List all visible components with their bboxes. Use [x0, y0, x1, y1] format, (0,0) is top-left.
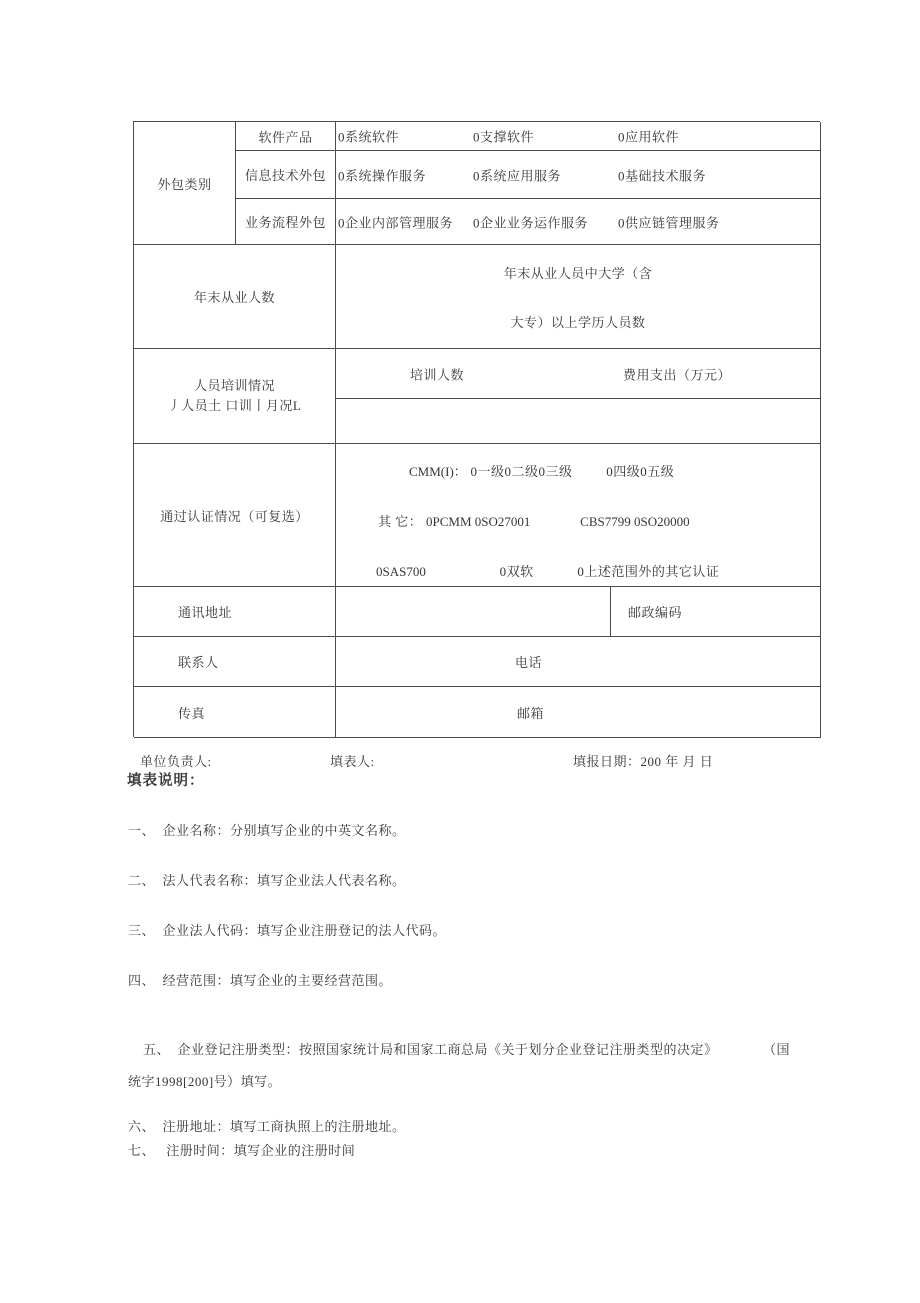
options-row-bpo: [336, 199, 821, 245]
note-item-3: 三、 企业法人代码：填写企业注册登记的法人代码。: [128, 923, 447, 938]
cmm-levels-123[interactable]: 0一级0二级0三级: [470, 464, 573, 479]
certification-line-sas: [376, 561, 719, 580]
certification-line-cmm: [409, 461, 674, 480]
option-business-operation-service[interactable]: 0企业业务运作服务: [473, 215, 589, 230]
note-item-5: [128, 1023, 790, 1074]
training-label-cell: [134, 349, 336, 444]
note-item-6: 六、 注册地址：填写工商执照上的注册地址。: [128, 1119, 406, 1134]
employees-label-cell: [134, 245, 336, 349]
cert-pcmm-iso27001[interactable]: 0PCMM 0SO27001: [426, 514, 531, 529]
fax-label-cell: [134, 687, 336, 738]
survey-table: [133, 121, 820, 737]
cert-other-out-of-scope[interactable]: 0上述范围外的其它认证: [577, 564, 720, 579]
address-label: 通讯地址: [178, 605, 233, 620]
note-item-7: 七、 注册时间：填写企业的注册时间: [128, 1143, 356, 1158]
email-label: 邮箱: [517, 705, 545, 721]
employees-value-line2: 大专）以上学历人员数: [510, 314, 646, 330]
employees-value-line1: 年末从业人员中大学（含: [503, 265, 653, 281]
category-label: 软件产品: [258, 129, 313, 145]
other-prefix: 其 它：: [378, 514, 423, 529]
training-label-line1: 人员培训情况: [193, 378, 275, 393]
cmm-prefix: CMM(I)：: [409, 464, 467, 479]
option-supply-chain-service[interactable]: 0供应链管理服务: [618, 215, 720, 230]
certification-label: 通过认证情况（可复选）: [160, 508, 309, 524]
note-item-1: 一、 企业名称：分别填写企业的中英文名称。: [128, 823, 406, 838]
cert-bs7799-iso20000[interactable]: CBS7799 0SO20000: [580, 514, 690, 529]
outsourcing-label: 外包类别: [157, 176, 212, 192]
option-application-software[interactable]: 0应用软件: [618, 129, 680, 145]
option-system-operation-service[interactable]: 0系统操作服务: [338, 168, 427, 183]
options-row-it-outsourcing: [336, 151, 821, 199]
email-cell[interactable]: [336, 687, 821, 738]
address-label-cell: [134, 587, 336, 637]
fill-date-label: 填报日期：200 年 月 日: [573, 754, 714, 769]
option-basic-tech-service[interactable]: 0基础技术服务: [618, 168, 707, 183]
category-label: 信息技术外包: [244, 168, 326, 183]
note-item-5-continuation: 统字1998[200]号）填写。: [128, 1074, 282, 1089]
certification-line-other: [378, 511, 690, 530]
phone-label: 电话: [515, 655, 543, 670]
postal-code-label: 邮政编码: [628, 605, 683, 620]
option-internal-mgmt-service[interactable]: 0企业内部管理服务: [338, 215, 454, 230]
cert-sas70[interactable]: 0SAS700: [376, 564, 426, 579]
option-system-software[interactable]: 0系统软件: [338, 129, 400, 145]
phone-cell[interactable]: [336, 637, 821, 687]
training-label-line2: 丿人员土 口训丨月况L: [167, 398, 302, 413]
certification-content-cell: [336, 444, 821, 587]
training-header-cell: [336, 349, 821, 399]
cmm-levels-45[interactable]: 0四级0五级: [606, 464, 675, 479]
address-value-cell[interactable]: [336, 587, 611, 637]
note-item-4: 四、 经营范围：填写企业的主要经营范围。: [128, 973, 393, 988]
category-bpo: [236, 199, 336, 245]
note-item-5-tail: （国: [769, 1042, 791, 1057]
certification-label-cell: [134, 444, 336, 587]
employees-value-cell[interactable]: [336, 245, 821, 349]
category-it-outsourcing: [236, 151, 336, 199]
note-item-5-main: 五、 企业登记注册类型：按照国家统计局和国家工商总局《关于划分企业登记注册类型的决定》: [143, 1042, 718, 1057]
fax-label: 传真: [178, 705, 206, 721]
training-people-header: 培训人数: [410, 367, 465, 382]
category-label: 业务流程外包: [244, 215, 326, 230]
postal-code-cell[interactable]: [611, 587, 821, 637]
contact-label: 联系人: [178, 655, 219, 670]
contact-label-cell: [134, 637, 336, 687]
category-software-product: [236, 122, 336, 151]
cert-double-soft[interactable]: 0双软: [499, 564, 534, 579]
unit-head-label: 单位负责人:: [140, 754, 212, 769]
outsourcing-label-cell: [134, 122, 236, 245]
note-item-2: 二、 法人代表名称：填写企业法人代表名称。: [128, 873, 406, 888]
notes-title: 填表说明：: [127, 773, 205, 789]
option-support-software[interactable]: 0支撑软件: [473, 129, 535, 145]
form-filler-label: 填表人:: [330, 754, 375, 769]
options-row-software-product: [336, 122, 821, 151]
employees-label: 年末从业人数: [193, 290, 275, 305]
training-value-cell[interactable]: [336, 399, 821, 444]
training-cost-header: 费用支出（万元）: [623, 367, 732, 382]
option-system-application-service[interactable]: 0系统应用服务: [473, 168, 562, 183]
